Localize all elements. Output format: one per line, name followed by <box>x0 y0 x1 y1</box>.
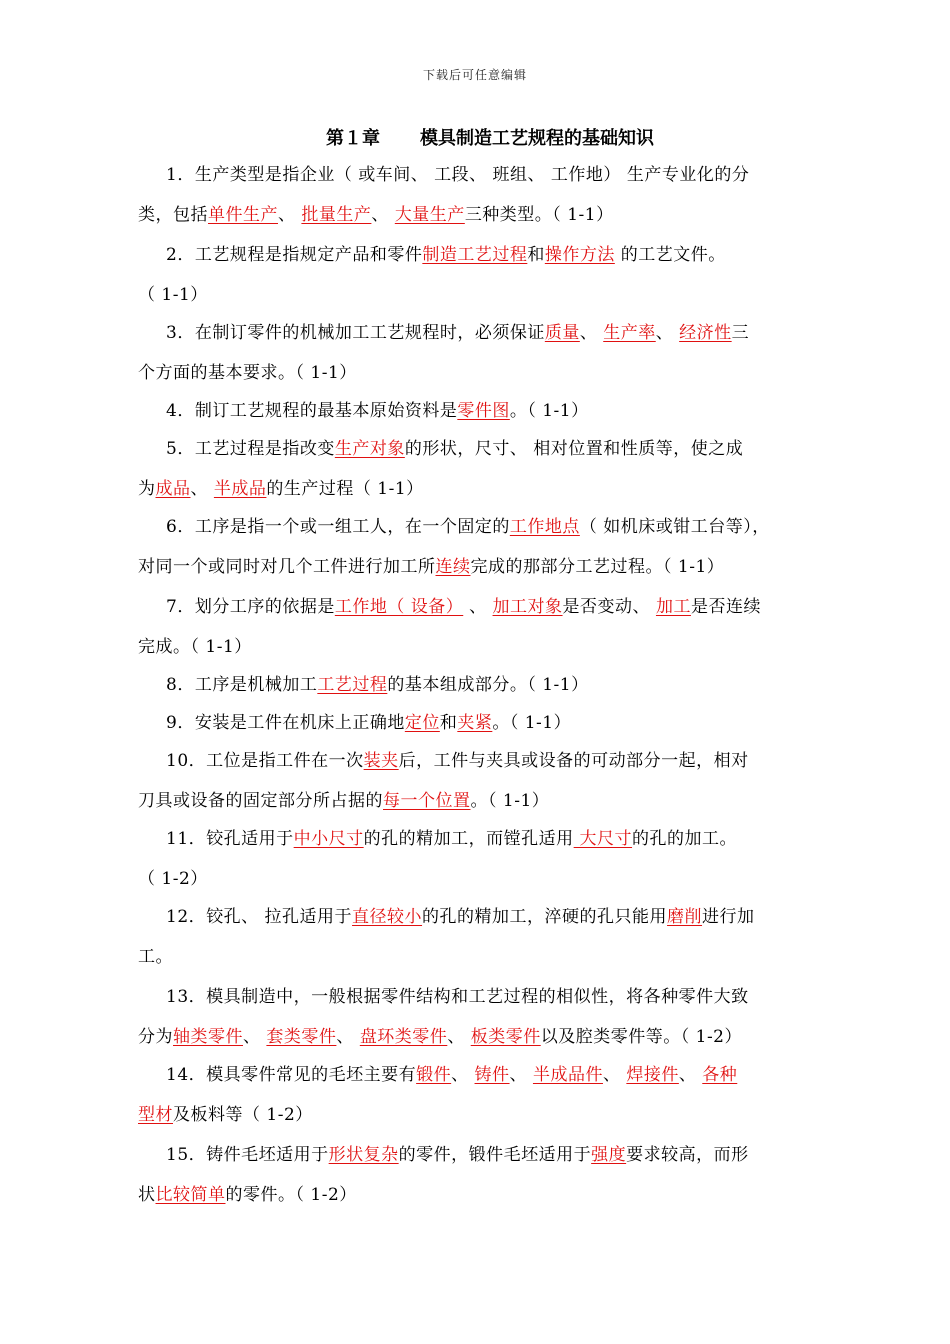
body-text: 的生产过程（ 1-1） <box>266 479 424 499</box>
answer-text: 定位 <box>404 713 440 733</box>
body-text: 个方面的基本要求。（ 1-1） <box>138 363 357 383</box>
body-text: 完成的那部分工艺过程。（ 1-1） <box>470 557 725 577</box>
body-text: （ 1-2） <box>138 869 208 889</box>
body-text: 8．工序是机械加工 <box>166 675 318 695</box>
answer-text: 轴类零件 <box>173 1027 243 1047</box>
text-line <box>166 160 749 185</box>
text-line <box>166 982 749 1007</box>
text-line <box>138 1100 313 1125</box>
body-text: 、 <box>278 205 302 225</box>
answer-text: 夹紧 <box>457 713 493 733</box>
answer-text: 铸件 <box>474 1065 510 1085</box>
answer-text: 半成品件 <box>532 1065 603 1085</box>
answer-text: 装夹 <box>363 751 399 771</box>
text-line <box>138 864 208 889</box>
body-text: 2．工艺规程是指规定产品和零件 <box>166 245 423 265</box>
text-line <box>166 824 737 849</box>
answer-text: 生产对象 <box>334 439 405 459</box>
body-text: 进行加 <box>702 907 755 927</box>
body-text: 1．生产类型是指企业（ 或车间、 工段、 班组、 工作地） 生产专业化的分 <box>166 165 750 185</box>
body-text: 状 <box>138 1185 156 1205</box>
body-text: 、 <box>447 1027 471 1047</box>
answer-text: 成品 <box>155 479 191 499</box>
answer-text: 加工对象 <box>492 597 563 617</box>
answer-text: 套类零件 <box>266 1027 337 1047</box>
body-text: 9．安装是工件在机床上正确地 <box>166 713 405 733</box>
text-line <box>166 434 743 459</box>
body-text: 、 <box>678 1065 703 1085</box>
body-text: 和 <box>527 245 545 265</box>
body-text: 、 <box>190 479 214 499</box>
body-text: 4．制订工艺规程的最基本原始资料是 <box>166 401 458 421</box>
text-line <box>166 512 770 537</box>
body-text: 。（ 1-1） <box>509 401 589 421</box>
answer-text: 锻件 <box>416 1065 452 1085</box>
text-line <box>166 708 571 733</box>
body-text: 14．模具零件常见的毛坯主要有 <box>166 1065 417 1085</box>
answer-text: 大尺寸 <box>573 829 633 849</box>
body-text: 工。 <box>138 947 173 967</box>
text-line <box>166 1140 749 1165</box>
text-line <box>166 396 589 421</box>
answer-text: 每一个位置 <box>383 791 471 811</box>
answer-text: 加工 <box>655 597 691 617</box>
body-text: 11．铰孔适用于 <box>166 829 294 849</box>
body-text: 。（ 1-1） <box>470 791 550 811</box>
text-line <box>166 746 749 771</box>
body-text: 。（ 1-1） <box>492 713 572 733</box>
answer-text: 型材 <box>138 1105 173 1125</box>
body-text: 为 <box>138 479 156 499</box>
body-text: 7．划分工序的依据是 <box>166 597 335 617</box>
body-text: 15．铸件毛坯适用于 <box>166 1145 329 1165</box>
body-text: 三 <box>731 323 750 343</box>
body-text: 6．工序是指一个或一组工人，在一个固定的 <box>166 517 510 537</box>
body-text: 后，工件与夹具或设备的可动部分一起，相对 <box>398 751 749 771</box>
page-header: 下载后可任意编辑 <box>422 68 527 82</box>
answer-text: 直径较小 <box>352 907 423 927</box>
text-line <box>138 474 424 499</box>
answer-text: 工作地（ 设备） <box>334 597 464 617</box>
text-line <box>166 592 761 617</box>
body-text: 10．工位是指工件在一次 <box>166 751 364 771</box>
body-text: 13．模具制造中，一般根据零件结构和工艺过程的相似性，将各种零件大致 <box>166 987 749 1007</box>
body-text: 5．工艺过程是指改变 <box>166 439 335 459</box>
answer-text: 制造工艺过程 <box>422 245 528 265</box>
answer-text: 板类零件 <box>470 1027 541 1047</box>
body-text: 及板料等（ 1-2） <box>173 1105 313 1125</box>
body-text: 12．铰孔、 拉孔适用于 <box>166 907 353 927</box>
answer-text: 经济性 <box>679 323 732 343</box>
answer-text: 强度 <box>591 1145 627 1165</box>
body-text: 要求较高，而形 <box>626 1145 749 1165</box>
text-line <box>138 1180 357 1205</box>
body-text: 三种类型。（ 1-1） <box>464 205 614 225</box>
body-text: 的工艺文件。 <box>614 245 726 265</box>
body-text: 、 <box>509 1065 533 1085</box>
answer-text: 磨削 <box>667 907 703 927</box>
answer-text: 生产率 <box>603 323 656 343</box>
text-line <box>138 632 252 657</box>
body-text: 和 <box>439 713 458 733</box>
text-line <box>138 358 357 383</box>
answer-text: 大量生产 <box>394 205 465 225</box>
body-text: 的零件，锻件毛坯适用于 <box>398 1145 592 1165</box>
body-text: 的形状，尺寸、 相对位置和性质等，使之成 <box>404 439 744 459</box>
answer-text: 比较简单 <box>155 1185 226 1205</box>
body-text: 的基本组成部分。（ 1-1） <box>387 675 589 695</box>
body-text: 、 <box>655 323 680 343</box>
body-text: 、 <box>371 205 395 225</box>
answer-text: 批量生产 <box>301 205 372 225</box>
body-text: 、 <box>336 1027 360 1047</box>
body-text: 3．在制订零件的机械加工工艺规程时，必须保证 <box>166 323 545 343</box>
answer-text: 连续 <box>435 557 471 577</box>
body-text: 、 <box>602 1065 627 1085</box>
answer-text: 中小尺寸 <box>293 829 364 849</box>
answer-text: 形状复杂 <box>328 1145 399 1165</box>
text-line <box>166 1060 737 1085</box>
answer-text: 单件生产 <box>208 205 278 225</box>
answer-text: 工艺过程 <box>317 675 388 695</box>
body-text: 是否变动、 <box>562 597 656 617</box>
answer-text: 半成品 <box>213 479 267 499</box>
body-text: 刀具或设备的固定部分所占据的 <box>138 791 383 811</box>
body-text: 以及腔类零件等。（ 1-2） <box>540 1027 742 1047</box>
answer-text: 质量 <box>544 323 580 343</box>
body-text: （ 如机床或钳工台等）， <box>579 517 770 537</box>
text-line <box>138 1022 742 1047</box>
body-text: 、 <box>451 1065 475 1085</box>
body-text: 的孔的精加工，而镗孔适用 <box>363 829 574 849</box>
answer-text: 焊接件 <box>626 1065 679 1085</box>
text-line <box>138 942 173 967</box>
body-text: 分为 <box>138 1027 173 1047</box>
body-text: 、 <box>243 1027 267 1047</box>
body-text: 的孔的精加工，淬硬的孔只能用 <box>422 907 668 927</box>
body-text: 的零件。（ 1-2） <box>225 1185 357 1205</box>
answer-text: 零件图 <box>457 401 510 421</box>
text-line <box>138 552 724 577</box>
text-line <box>166 902 755 927</box>
answer-text: 操作方法 <box>544 245 615 265</box>
answer-text: 工作地点 <box>509 517 580 537</box>
answer-text: 盘环类零件 <box>359 1027 448 1047</box>
chapter-name: 模具制造工艺规程的基础知识 <box>420 128 654 149</box>
body-text: 是否连续 <box>690 597 761 617</box>
chapter-number: 第１章 <box>326 128 380 149</box>
chapter-title <box>0 124 950 150</box>
body-text: 的孔的加工。 <box>632 829 738 849</box>
text-line <box>166 318 749 343</box>
text-line <box>166 240 726 265</box>
answer-text: 各种 <box>702 1065 738 1085</box>
text-line <box>138 200 614 225</box>
body-text: （ 1-1） <box>138 285 208 305</box>
text-line <box>138 786 549 811</box>
body-text: 、 <box>463 597 493 617</box>
body-text: 类，包括 <box>138 205 208 225</box>
body-text: 完成。（ 1-1） <box>138 637 252 657</box>
text-line <box>138 280 208 305</box>
body-text: 、 <box>579 323 604 343</box>
text-line <box>166 670 589 695</box>
body-text: 对同一个或同时对几个工件进行加工所 <box>138 557 436 577</box>
